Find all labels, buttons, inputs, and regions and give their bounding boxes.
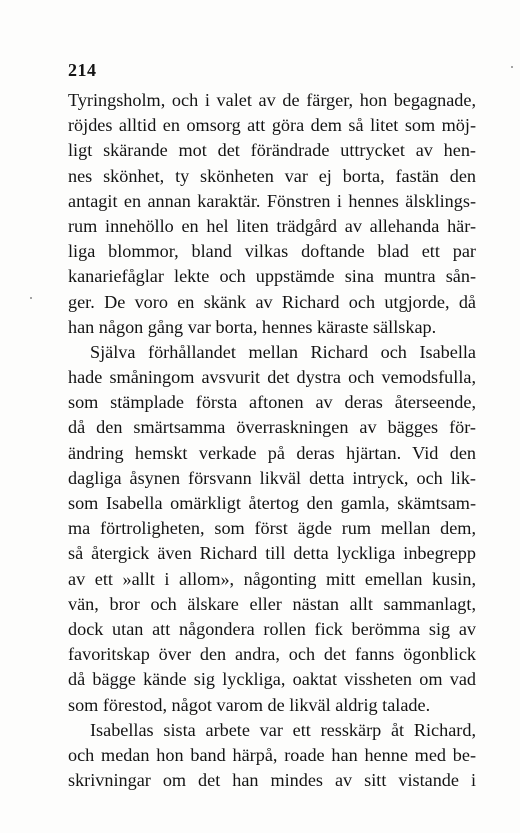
- text-line: då den smärtsamma överraskningen av bägges för-: [68, 417, 476, 438]
- text-line: röjdes alltid en omsorg att göra dem så litet som möj-: [68, 115, 476, 136]
- text-line: dagliga åsynen försvann likväl detta intryck, och lik-: [68, 467, 476, 488]
- print-speck: [30, 297, 32, 299]
- text-line: antagit en annan karaktär. Fönstren i hennes älsklings-: [68, 190, 476, 211]
- page-number: 214: [68, 60, 97, 80]
- text-line: Själva förhållandet mellan Richard och Isabella: [90, 341, 476, 362]
- text-line: ändring hemskt verkade på deras hjärtan. Vid den: [68, 442, 476, 463]
- text-line: som förestod, något varom de likväl aldrig talade.: [68, 694, 431, 715]
- print-speck: [511, 66, 513, 68]
- text-line: som Isabella omärkligt återtog den gamla, skämtsam-: [68, 493, 476, 513]
- text-line: han någon gång var borta, hennes käraste sällskap.: [68, 316, 437, 337]
- text-line: ma förtroligheten, som först ägde rum mellan dem,: [68, 518, 476, 539]
- text-line: nes skönhet, ty skönheten var ej borta, fastän den: [68, 165, 476, 186]
- text-line: då bägge kände sig lyckliga, oaktat vissheten om vad: [68, 669, 476, 690]
- text-line: favoritskap över den andra, och det fanns ögonblick: [68, 644, 476, 665]
- text-line: skrivningar om det han mindes av sitt vistande i: [68, 770, 476, 791]
- text-line: och medan hon band härpå, roade han henne med be-: [68, 744, 476, 765]
- body-text: [68, 88, 476, 793]
- text-line: av ett »allt i allom», någonting mitt emellan kusin,: [68, 568, 476, 589]
- text-line: ger. De voro en skänk av Richard och utgjorde, då: [68, 291, 476, 312]
- text-line: vän, bror och älskare eller nästan allt sammanlagt,: [68, 593, 476, 614]
- text-line: liga blommor, bland vilkas doftande blad ett par: [68, 241, 476, 262]
- text-line: kanariefåglar lekte och uppstämde sina muntra sån-: [68, 266, 476, 287]
- text-line: Isabellas sista arbete var ett resskärp åt Richard,: [90, 719, 476, 740]
- text-line: så återgick även Richard till detta lyckliga inbegrepp: [68, 543, 476, 564]
- text-line: som stämplade första aftonen av deras återseende,: [68, 392, 476, 413]
- text-line: Tyringsholm, och i valet av de färger, hon begagnade,: [68, 90, 476, 110]
- text-line: rum innehöllo en hel liten trädgård av allehanda här-: [68, 215, 476, 236]
- text-line: ligt skärande mot det förändrade uttrycket av hen-: [68, 140, 476, 161]
- text-line: dock utan att någondera rollen fick berömma sig av: [68, 618, 476, 639]
- text-line: hade småningom avsvurit det dystra och vemodsfulla,: [68, 367, 476, 388]
